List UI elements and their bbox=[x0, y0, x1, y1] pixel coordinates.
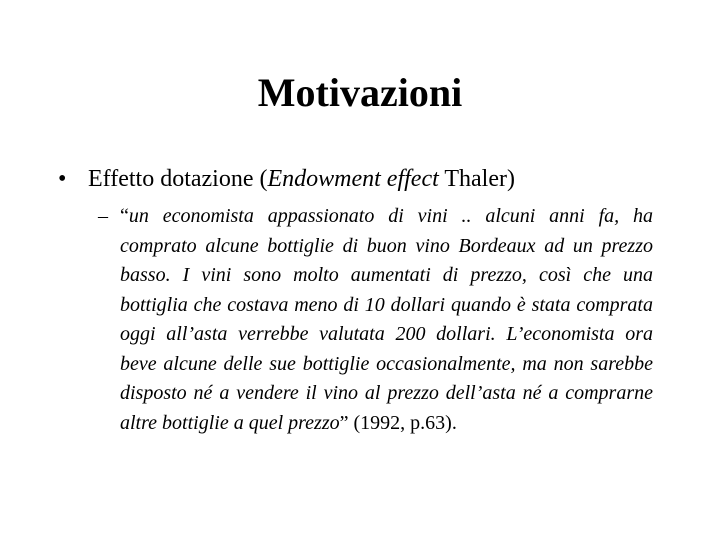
bullet-text-after: Thaler) bbox=[438, 166, 515, 192]
sub-bullet-marker: – bbox=[98, 205, 108, 227]
bullet-text-before: Effetto dotazione ( bbox=[88, 166, 268, 192]
citation: (1992, p.63). bbox=[348, 411, 457, 434]
bullet-text-italic: Endowment effect bbox=[267, 166, 439, 192]
bullet-marker: • bbox=[58, 166, 67, 192]
quote-body: un economista appassionato di vini .. alcuni anni fa, ha comprato alcune bottiglie di buon vino Bordeaux ad un prezzo basso. I vini sono molto aumentati di prezzo, così che una bottiglia che costava meno di 10 dollari quando è stata comprata oggi all’asta verrebbe valutata 200 dollari. L’economista ora beve alcune delle sue bottiglie occasionalmente, ma non sarebbe disposto né a vendere il vino al prezzo dell’asta né a comprarne altre bottiglie a quel prezzo bbox=[120, 205, 653, 434]
close-quote: ” bbox=[339, 411, 349, 434]
quote-text-block bbox=[120, 202, 653, 438]
open-quote: “ bbox=[120, 205, 129, 227]
slide-title: Motivazioni bbox=[257, 70, 463, 115]
bullet-item bbox=[58, 163, 678, 195]
